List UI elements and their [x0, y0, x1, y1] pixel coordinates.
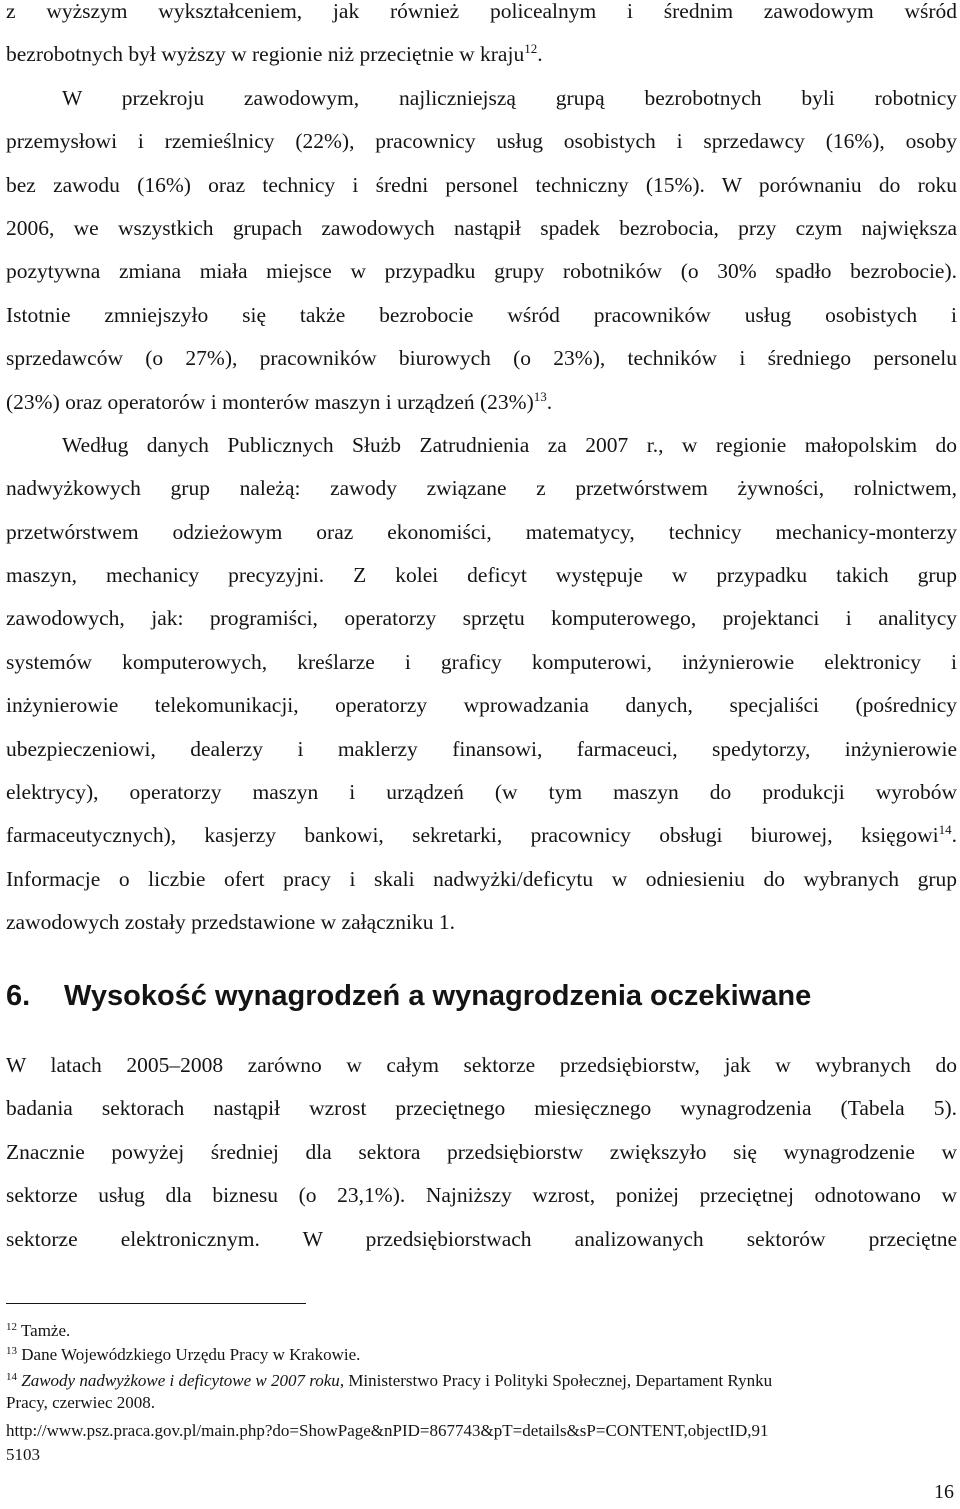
- footnote-ref-13[interactable]: 13: [533, 388, 547, 404]
- footnote-14-continuation: Pracy, czerwiec 2008.: [6, 1393, 155, 1412]
- text-line: Znacznie powyżej średniej dla sektora przedsiębiorstw zwiększyło się wynagrodzenie w: [6, 1139, 957, 1164]
- text-line: zawodowych zostały przedstawione w załączniku 1.: [6, 910, 455, 935]
- text-line: 2006, we wszystkich grupach zawodowych nastąpił spadek bezrobocia, przy czym największa: [6, 215, 957, 240]
- text-line: sektorze usług dla biznesu (o 23,1%). Najniższy wzrost, poniżej przeciętnej odnotowano w: [6, 1183, 957, 1208]
- text-line: systemów komputerowych, kreślarze i graficy komputerowi, inżynierowie elektronicy i: [6, 649, 957, 674]
- section-title: Wysokość wynagrodzeń a wynagrodzenia oczekiwane: [64, 980, 812, 1012]
- footnote-ref-12[interactable]: 12: [524, 41, 538, 57]
- text-line: z wyższym wykształceniem, jak również policealnym i średnim zawodowym wśród: [6, 0, 957, 23]
- page-number: 16: [934, 1481, 954, 1503]
- text-line: sektorze elektronicznym. W przedsiębiorstwach analizowanych sektorów przeciętne: [6, 1226, 957, 1251]
- text-line: zawodowych, jak: programiści, operatorzy sprzętu komputerowego, projektanci i analitycy: [6, 606, 957, 631]
- section-heading: [6, 974, 811, 1018]
- text-line: Informacje o liczbie ofert pracy i skali nadwyżki/deficytu w odniesieniu do wybranych grup: [6, 866, 957, 891]
- body-paragraph-2: [6, 1044, 957, 1261]
- footnote-12: $^{12}$ Tamże.: [6, 1321, 71, 1340]
- body-paragraph-1: [6, 0, 957, 945]
- section-number: 6.: [6, 980, 31, 1012]
- text-line: (23%) oraz operatorów i monterów maszyn i urządzeń $(23\%)^{13}$.: [6, 388, 553, 414]
- text-line: sprzedawców (o 27%), pracowników biurowych (o 23%), techników i średniego personelu: [6, 346, 957, 371]
- footnote-14-url-continuation[interactable]: 5103: [6, 1445, 40, 1464]
- text-line: przetwórstwem odzieżowym oraz ekonomiści, matematycy, technicy mechanicy-monterzy: [6, 519, 957, 544]
- text-line: przemysłowi i rzemieślnicy (22%), pracownicy usług osobistych i sprzedawcy (16%), osoby: [6, 129, 957, 154]
- text-line: bez zawodu (16%) oraz technicy i średni personel techniczny (15%). W porównaniu do roku: [6, 172, 957, 197]
- footnote-14: $^{14}$ Zawody nadwyżkowe i deficytowe w 2007 roku, Ministerstwo Pracy i Polityki Społecznej, Departament Rynku: [6, 1371, 773, 1390]
- footnote-13: $^{13}$ Dane Wojewódzkiego Urzędu Pracy w Krakowie.: [6, 1345, 361, 1364]
- text-line: inżynierowie telekomunikacji, operatorzy wprowadzania danych, specjaliści (pośrednicy: [6, 693, 957, 718]
- text-line: ubezpieczeniowi, dealerzy i maklerzy finansowi, farmaceuci, spedytorzy, inżynierowie: [6, 736, 957, 761]
- text-line: pozytywna zmiana miała miejsce w przypadku grupy robotników (o 30% spadło bezrobocie).: [6, 259, 957, 284]
- text-line: W latach 2005–2008 zarówno w całym sektorze przedsiębiorstw, jak w wybranych do: [6, 1053, 957, 1077]
- text-line: W przekroju zawodowym, najliczniejszą grupą bezrobotnych byli robotnicy: [62, 85, 957, 110]
- footnote-14-url[interactable]: http://www.psz.praca.gov.pl/main.php?do=ShowPage&nPID=867743&pT=details&sP=CONTENT,objectID,91: [6, 1421, 769, 1440]
- text-line: nadwyżkowych grup należą: zawody związane z przetwórstwem żywności, rolnictwem,: [6, 476, 957, 501]
- text-line: Istotnie zmniejszyło się także bezrobocie wśród pracowników usług osobistych i: [6, 302, 957, 327]
- text-line: bezrobotnych był wyższy w regionie niż przeciętnie w kraju$^{12}$.: [6, 41, 543, 67]
- text-line: farmaceutycznych), kasjerzy bankowi, sekretarki, pracownicy obsługi biurowej, księgowi$^{14}$.: [6, 822, 957, 848]
- text-line: Według danych Publicznych Służb Zatrudnienia za 2007 r., w regionie małopolskim do: [62, 432, 957, 457]
- text-line: elektrycy), operatorzy maszyn i urządzeń (w tym maszyn do produkcji wyrobów: [6, 780, 957, 805]
- text-line: maszyn, mechanicy precyzyjni. Z kolei deficyt występuje w przypadku takich grup: [6, 563, 957, 588]
- text-line: badania sektorach nastąpił wzrost przeciętnego miesięcznego wynagrodzenia (Tabela 5).: [6, 1096, 957, 1121]
- footnote-ref-14[interactable]: 14: [938, 822, 952, 838]
- footnote-separator: [6, 1303, 306, 1304]
